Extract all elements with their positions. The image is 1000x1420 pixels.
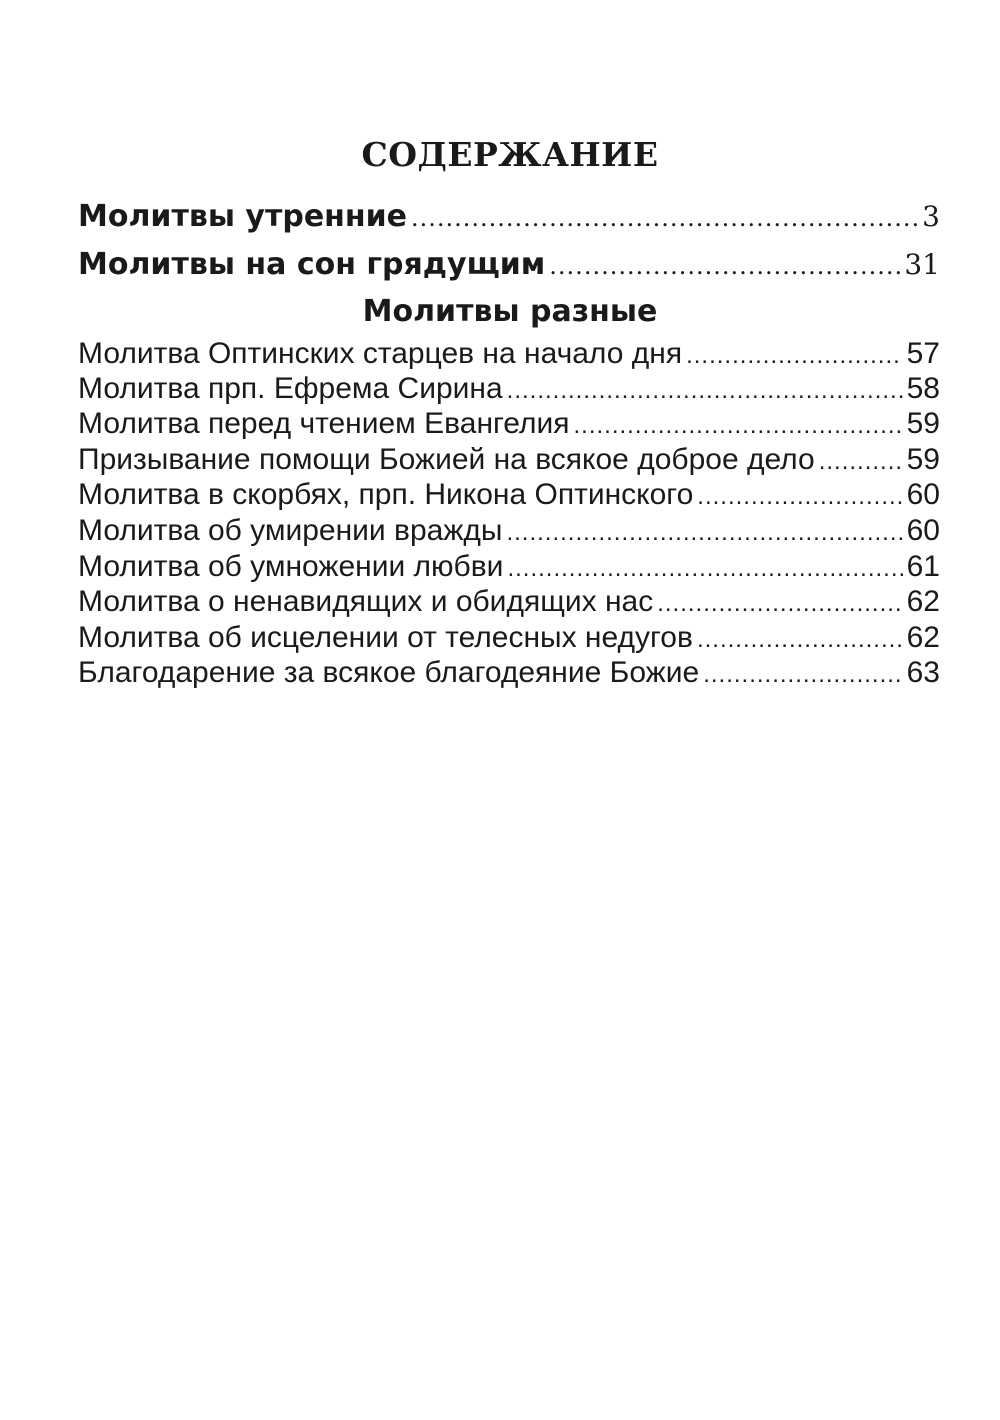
page-title: СОДЕРЖАНИЕ: [361, 135, 659, 174]
toc-entry-page: 31: [904, 248, 940, 281]
toc-entry-label: Молитвы на сон грядущим: [78, 247, 546, 282]
dot-leader: [686, 338, 903, 373]
toc-entry-page: 58: [906, 372, 940, 405]
toc-entry[interactable]: [78, 406, 940, 443]
toc-entry-page: 63: [906, 656, 940, 689]
dot-leader: [703, 657, 902, 692]
toc-entry[interactable]: [78, 371, 940, 408]
dot-leader: [697, 622, 903, 657]
dot-leader: [697, 479, 902, 514]
toc-entry-label: Благодарение за всякое благодеяние Божие: [78, 656, 700, 689]
toc-entry-page: 57: [906, 337, 940, 370]
toc-entry-label: Молитва о ненавидящих и обидящих нас: [78, 585, 654, 618]
dot-leader: [549, 246, 900, 286]
toc-entry-page: 60: [906, 478, 940, 511]
toc-entry-morning-prayers[interactable]: [78, 197, 940, 238]
toc-entry-page: 62: [906, 621, 940, 654]
dot-leader: [819, 444, 903, 479]
toc-entry[interactable]: [78, 620, 940, 657]
dot-leader: [411, 198, 918, 238]
toc-entry-label: Молитва об умножении любви: [78, 550, 504, 583]
dot-leader: [507, 551, 902, 586]
section-heading: Молитвы разные: [362, 294, 658, 329]
toc-entry[interactable]: [78, 513, 940, 550]
toc-entry-page: 61: [906, 550, 940, 583]
toc-entry-page: 60: [906, 514, 940, 547]
toc-entry-label: Молитва в скорбях, прп. Никона Оптинского: [78, 478, 694, 511]
dot-leader: [573, 408, 902, 443]
toc-entry-label: Молитвы утренние: [78, 199, 407, 234]
toc-entry-page: 62: [906, 585, 940, 618]
toc-entry-label: Молитва об умирении вражды: [78, 514, 503, 547]
toc-entry[interactable]: [78, 477, 940, 514]
toc-entry-page: 59: [906, 407, 940, 440]
toc-entry-page: 3: [922, 200, 940, 233]
toc-entry-label: Молитва перед чтением Евангелия: [78, 407, 570, 440]
dot-leader: [507, 373, 903, 408]
toc-entry[interactable]: [78, 336, 940, 373]
toc-entry-label: Молитва об исцелении от телесных недугов: [78, 621, 693, 654]
dot-leader: [657, 586, 902, 621]
toc-entry[interactable]: [78, 655, 940, 692]
toc-entry-page: 59: [906, 443, 940, 476]
toc-entry[interactable]: [78, 584, 940, 621]
toc-entry[interactable]: [78, 442, 940, 479]
toc-entry-label: Молитва прп. Ефрема Сирина: [78, 372, 503, 405]
toc-entry[interactable]: [78, 549, 940, 586]
toc-entry-evening-prayers[interactable]: [78, 245, 940, 286]
toc-entry-label: Призывание помощи Божией на всякое доброе дело: [78, 443, 815, 476]
dot-leader: [506, 515, 902, 550]
toc-entry-label: Молитва Оптинских старцев на начало дня: [78, 337, 683, 370]
